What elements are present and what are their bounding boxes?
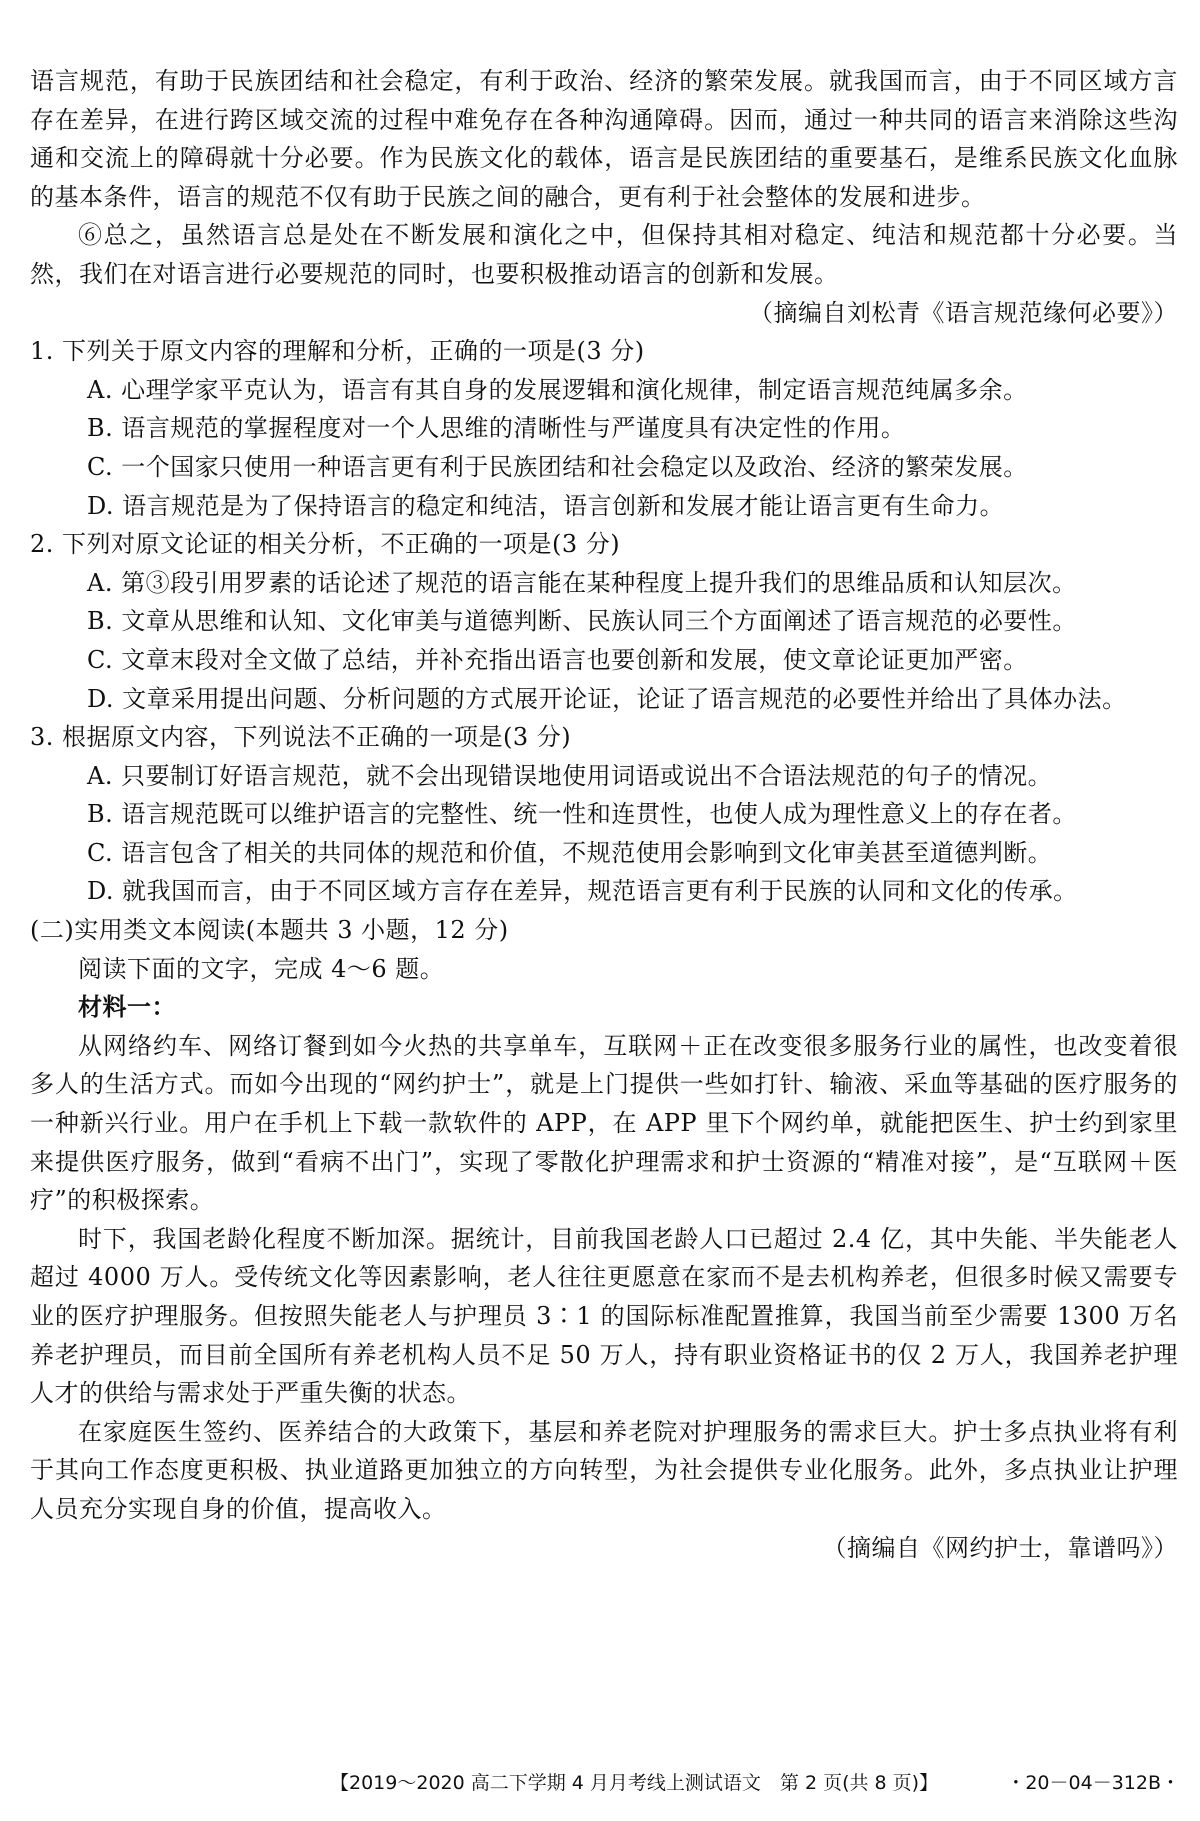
option-d: D. 就我国而言，由于不同区域方言存在差异，规范语言更有利于民族的认同和文化的传承。: [87, 877, 1078, 906]
option-a: A. 第③段引用罗素的话论述了规范的语言能在某种程度上提升我们的思维品质和认知层次。: [87, 568, 1077, 597]
material-paragraph-3: 在家庭医生签约、医养结合的大政策下，基层和养老院对护理服务的需求巨大。护士多点执业将有利于其向工作态度更积极、执业道路更加独立的方向转型，为社会提供专业化服务。此外，多点执业让护理人员充分实现自身的价值，提高收入。: [30, 1417, 1178, 1523]
material-paragraph-1: 从网络约车、网络订餐到如今火热的共享单车，互联网＋正在改变很多服务行业的属性，也改变着很多人的生活方式。而如今出现的“网约护士”，就是上门提供一些如打针、输液、采血等基础的医疗服务的一种新兴行业。用户在手机上下载一款软件的 APP，在 APP 里下个网约单，就能把医生、护士约到家里来提供医疗服务，做到“看病不出门”，实现了零散化护理需求和护士资源的“精准对接”，是“互联网＋医疗”的积极探索。: [30, 1031, 1178, 1215]
question-stem: 3. 根据原文内容，下列说法不正确的一项是(3 分): [30, 723, 572, 752]
passage-paragraph-continued: 语言规范，有助于民族团结和社会稳定，有利于政治、经济的繁荣发展。就我国而言，由于不同区域方言存在差异，在进行跨区域交流的过程中难免存在各种沟通障碍。因而，通过一种共同的语言来消除这些沟通和交流上的障碍就十分必要。作为民族文化的载体，语言是民族团结的重要基石，是维系民族文化血脉的基本条件，语言的规范不仅有助于民族之间的融合，更有利于社会整体的发展和进步。: [30, 67, 1178, 211]
question-3: [30, 718, 1178, 911]
document-page: [30, 62, 1178, 1567]
option-b: B. 文章从思维和认知、文化审美与道德判断、民族认同三个方面阐述了语言规范的必要性。: [87, 607, 1077, 636]
option-c: C. 一个国家只使用一种语言更有利于民族团结和社会稳定以及政治、经济的繁荣发展。: [87, 452, 1028, 481]
section-heading: (二)实用类文本阅读(本题共 3 小题，12 分): [30, 916, 509, 945]
option-c: C. 文章末段对全文做了总结，并补充指出语言也要创新和发展，使文章论证更加严密。: [87, 645, 1028, 674]
material-label: 材料一：: [78, 992, 176, 1022]
option-a: A. 心理学家平克认为，语言有其自身的发展逻辑和演化规律，制定语言规范纯属多余。: [87, 375, 1028, 404]
option-a: A. 只要制订好语言规范，就不会出现错误地使用词语或说出不合语法规范的句子的情况。: [87, 761, 1053, 790]
section-instruction: 阅读下面的文字，完成 4～6 题。: [78, 954, 445, 983]
material-source: （摘编自《网约护士，靠谱吗》）: [822, 1533, 1178, 1562]
material-paragraph-2: 时下，我国老龄化程度不断加深。据统计，目前我国老龄人口已超过 2.4 亿，其中失能、半失能老人超过 4000 万人。受传统文化等因素影响，老人往往更愿意在家而不是去机构养老，但很多时候又需要专业的医疗护理服务。但按照失能老人与护理员 3∶1 的国际标准配置推算，我国当前至少需要 1300 万名养老护理员，而目前全国所有养老机构人员不足 50 万人，持有职业资格证书的仅 2 万人，我国养老护理人才的供给与需求处于严重失衡的状态。: [30, 1224, 1178, 1408]
option-d: D. 文章采用提出问题、分析问题的方式展开论证，论证了语言规范的必要性并给出了具体办法。: [87, 684, 1127, 713]
question-stem: 2. 下列对原文论证的相关分析，不正确的一项是(3 分): [30, 530, 621, 559]
option-d: D. 语言规范是为了保持语言的稳定和纯洁，语言创新和发展才能让语言更有生命力。: [87, 491, 1005, 520]
passage-source: （摘编自刘松青《语言规范缘何必要》）: [749, 298, 1178, 327]
question-stem: 1. 下列关于原文内容的理解和分析，正确的一项是(3 分): [30, 337, 645, 366]
option-b: B. 语言规范的掌握程度对一个人思维的清晰性与严谨度具有决定性的作用。: [87, 414, 906, 443]
passage-paragraph-6: ⑥总之，虽然语言总是处在不断发展和演化之中，但保持其相对稳定、纯洁和规范都十分必要。当然，我们在对语言进行必要规范的同时，也要积极推动语言的创新和发展。: [30, 221, 1178, 288]
footer-exam-info: 【2019～2020 高二下学期 4 月月考线上测试语文 第 2 页(共 8 页)】: [330, 1772, 939, 1794]
question-2: [30, 525, 1178, 718]
option-b: B. 语言规范既可以维护语言的完整性、统一性和连贯性，也使人成为理性意义上的存在者。: [87, 800, 1077, 829]
option-c: C. 语言包含了相关的共同体的规范和价值，不规范使用会影响到文化审美甚至道德判断。: [87, 838, 1053, 867]
question-1: [30, 332, 1178, 525]
footer-code: ・20－04－312B・: [1006, 1772, 1180, 1794]
